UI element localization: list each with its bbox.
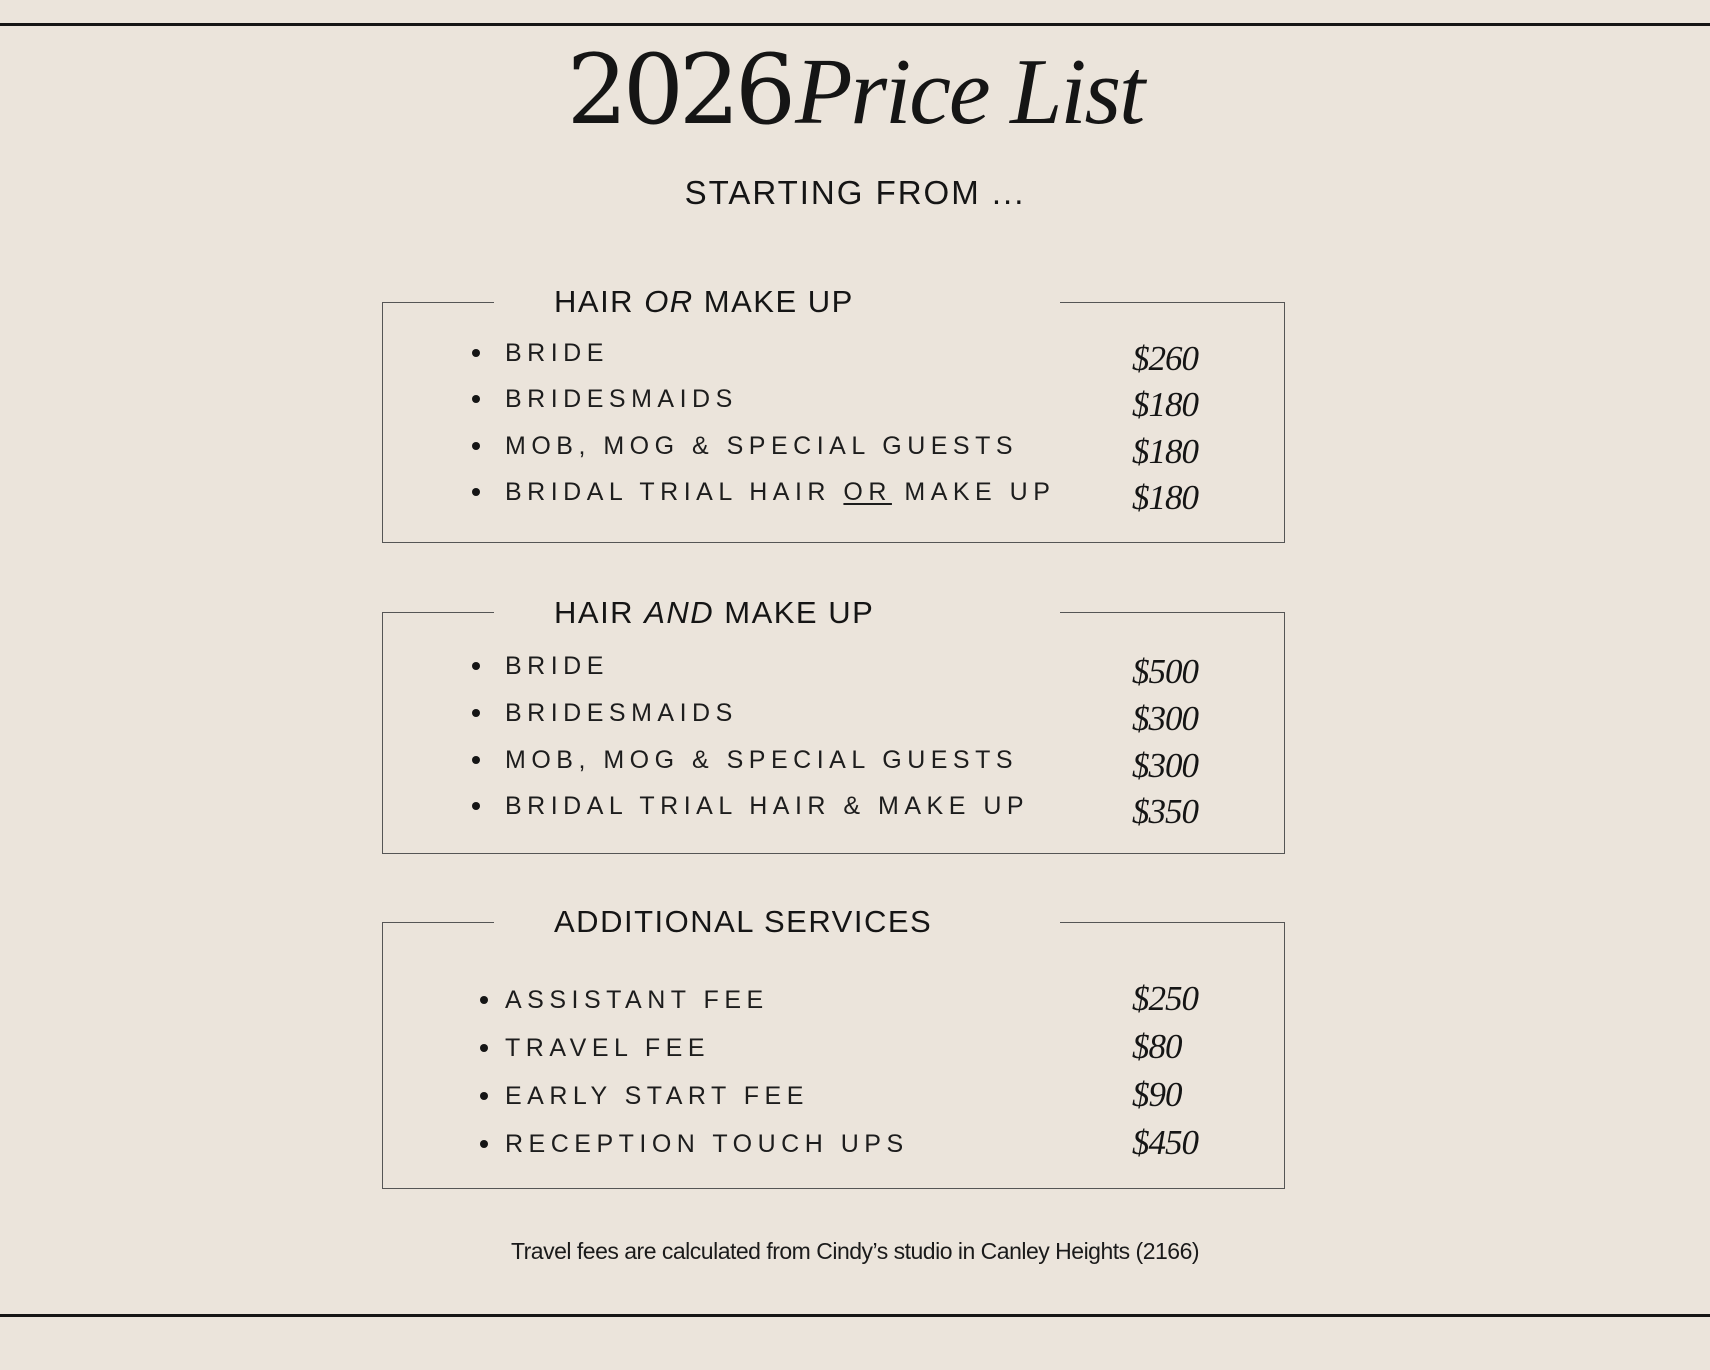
item-price: $350 [1132,792,1198,831]
item-price: $300 [1132,699,1198,738]
list-item [0,791,1710,831]
item-label: BRIDESMAIDS [505,385,738,413]
item-price: $80 [1132,1027,1182,1066]
bullet-icon [480,1140,488,1148]
page-subtitle: STARTING FROM ... [684,174,1026,211]
top-divider [0,23,1710,26]
item-price: $90 [1132,1075,1182,1114]
bullet-icon [472,709,480,717]
page-title [0,34,1710,146]
item-label: BRIDE [505,339,609,367]
list-item [0,1029,1710,1069]
bullet-icon [480,1092,488,1100]
list-item [0,384,1710,424]
bottom-divider [0,1314,1710,1317]
section-heading-hair-or-makeup: HAIR OR MAKE UP [554,284,854,319]
list-item [0,698,1710,738]
travel-fee-footnote: Travel fees are calculated from Cindy’s studio in Canley Heights (2166) [510,1238,1200,1264]
item-price: $260 [1132,339,1198,378]
item-price: $500 [1132,652,1198,691]
title-year: 2026 [566,34,792,146]
bullet-icon [472,442,480,450]
bullet-icon [480,996,488,1004]
item-price: $180 [1132,432,1198,471]
item-label: BRIDAL TRIAL HAIR & MAKE UP [505,792,1030,820]
title-name: Price List [795,40,1144,144]
item-label: BRIDAL TRIAL HAIR OR MAKE UP [505,478,1056,506]
bullet-icon [472,662,480,670]
item-label: BRIDESMAIDS [505,699,738,727]
bullet-icon [472,395,480,403]
item-label: ASSISTANT FEE [505,986,769,1014]
list-item [0,651,1710,691]
item-label: TRAVEL FEE [505,1034,711,1062]
item-price: $300 [1132,746,1198,785]
list-item [0,745,1710,785]
item-label: BRIDE [505,652,609,680]
item-price: $450 [1132,1123,1198,1162]
section-heading-hair-and-makeup: HAIR AND MAKE UP [554,595,875,630]
section-heading-additional-services: ADDITIONAL SERVICES [554,904,933,939]
list-item [0,430,1710,470]
list-item [0,981,1710,1021]
list-item [0,477,1710,517]
bullet-icon [472,349,480,357]
list-item [0,337,1710,377]
bullet-icon [472,756,480,764]
list-item [0,1077,1710,1117]
list-item [0,1125,1710,1165]
item-price: $180 [1132,478,1198,517]
item-price: $180 [1132,385,1198,424]
bullet-icon [472,802,480,810]
item-label: MOB, MOG & SPECIAL GUESTS [505,432,1019,460]
item-price: $250 [1132,979,1198,1018]
bullet-icon [472,488,480,496]
bullet-icon [480,1044,488,1052]
item-label: MOB, MOG & SPECIAL GUESTS [505,746,1019,774]
item-label: RECEPTION TOUCH UPS [505,1130,909,1158]
item-label: EARLY START FEE [505,1082,809,1110]
